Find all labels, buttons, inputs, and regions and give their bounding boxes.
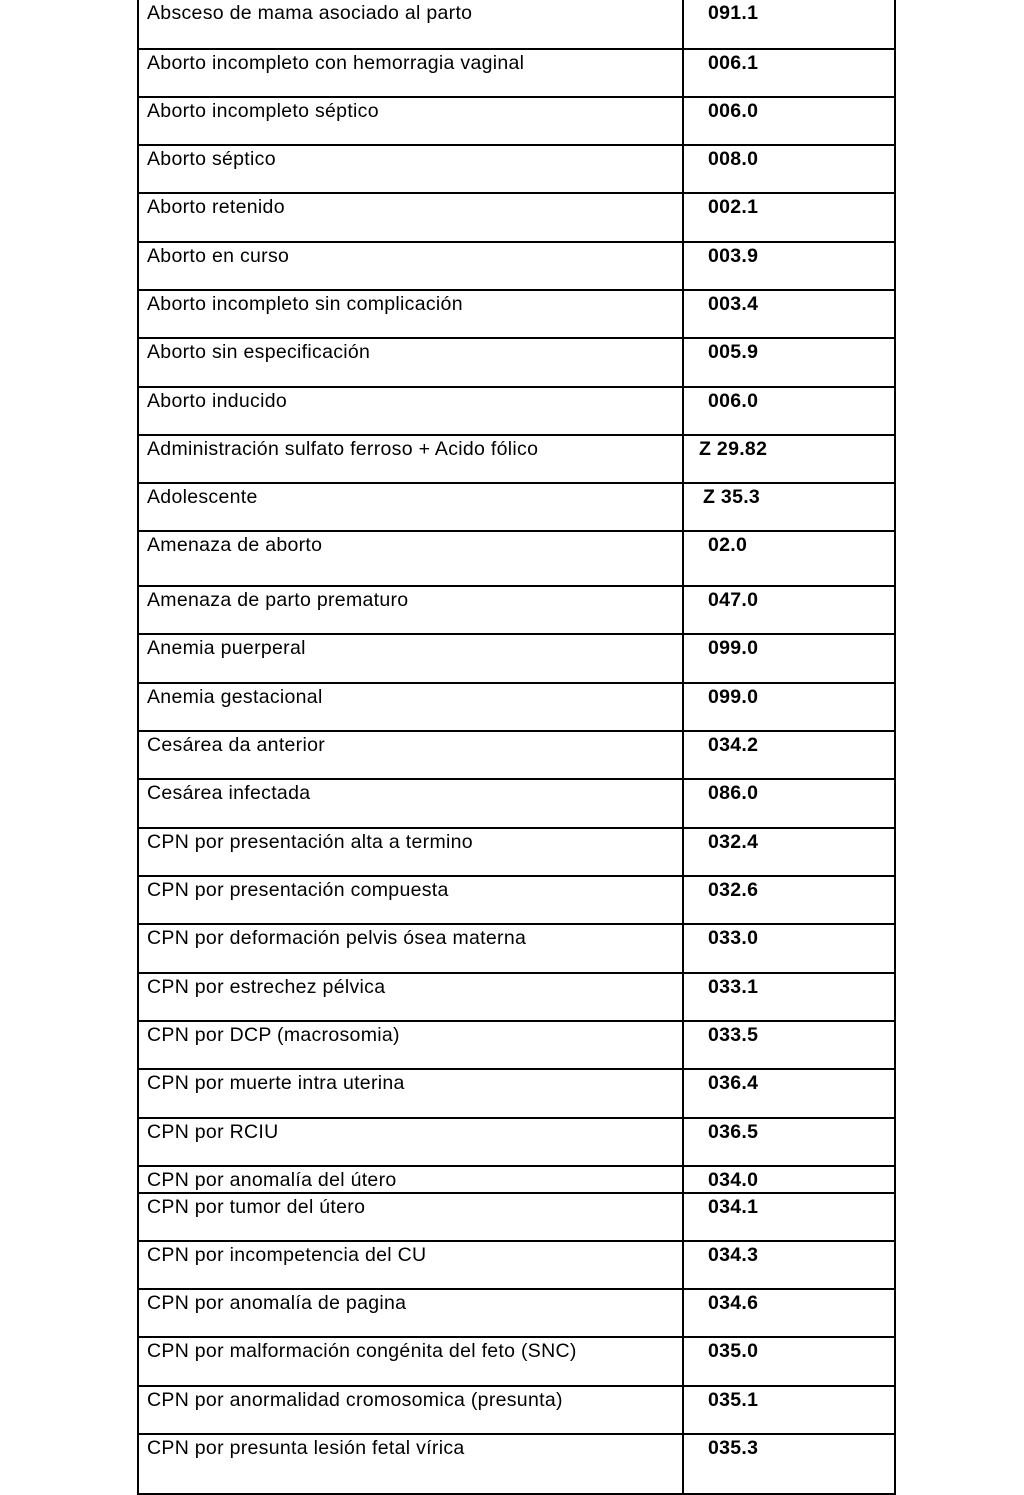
diagnosis-code: 034.3 bbox=[683, 1241, 895, 1289]
table-row bbox=[138, 483, 895, 531]
diagnosis-code: 034.6 bbox=[683, 1289, 895, 1337]
diagnosis-description: Cesárea da anterior bbox=[138, 731, 683, 779]
diagnosis-description: Aborto incompleto séptico bbox=[138, 97, 683, 145]
diagnosis-description: Aborto incompleto sin complicación bbox=[138, 290, 683, 338]
diagnosis-code: 032.6 bbox=[683, 876, 895, 924]
table-row bbox=[138, 242, 895, 290]
diagnosis-description: CPN por anomalía de pagina bbox=[138, 1289, 683, 1337]
table-row bbox=[138, 634, 895, 683]
table-body bbox=[138, 0, 895, 1494]
diagnosis-code: 033.0 bbox=[683, 924, 895, 973]
diagnosis-description: CPN por anormalidad cromosomica (presunta) bbox=[138, 1386, 683, 1434]
diagnosis-code: 006.0 bbox=[683, 97, 895, 145]
diagnosis-description: Anemia gestacional bbox=[138, 683, 683, 731]
table-row bbox=[138, 1386, 895, 1434]
table-row bbox=[138, 1193, 895, 1241]
table-row bbox=[138, 1069, 895, 1118]
diagnosis-description: CPN por deformación pelvis ósea materna bbox=[138, 924, 683, 973]
diagnosis-code: 003.9 bbox=[683, 242, 895, 290]
table-row bbox=[138, 1166, 895, 1193]
diagnosis-code: 034.2 bbox=[683, 731, 895, 779]
diagnosis-description: Aborto en curso bbox=[138, 242, 683, 290]
table-row bbox=[138, 387, 895, 435]
table-row bbox=[138, 1289, 895, 1337]
diagnosis-code: 099.0 bbox=[683, 634, 895, 683]
diagnosis-code: 008.0 bbox=[683, 145, 895, 193]
table-row bbox=[138, 876, 895, 924]
diagnosis-description: CPN por tumor del útero bbox=[138, 1193, 683, 1241]
diagnosis-code: 036.4 bbox=[683, 1069, 895, 1118]
diagnosis-code: 036.5 bbox=[683, 1118, 895, 1166]
diagnosis-code: 035.0 bbox=[683, 1337, 895, 1386]
table-row bbox=[138, 1337, 895, 1386]
diagnosis-description: CPN por muerte intra uterina bbox=[138, 1069, 683, 1118]
diagnosis-description: Cesárea infectada bbox=[138, 779, 683, 828]
diagnosis-description: Anemia puerperal bbox=[138, 634, 683, 683]
diagnosis-description: Adolescente bbox=[138, 483, 683, 531]
diagnosis-description: Administración sulfato ferroso + Acido fólico bbox=[138, 435, 683, 483]
table-row bbox=[138, 49, 895, 97]
table-row bbox=[138, 1241, 895, 1289]
diagnosis-description: CPN por RCIU bbox=[138, 1118, 683, 1166]
diagnosis-code: 047.0 bbox=[683, 586, 895, 634]
diagnosis-description: CPN por incompetencia del CU bbox=[138, 1241, 683, 1289]
diagnosis-code: 006.1 bbox=[683, 49, 895, 97]
diagnosis-description: CPN por presunta lesión fetal vírica bbox=[138, 1434, 683, 1494]
table-row bbox=[138, 973, 895, 1021]
diagnosis-code: 033.5 bbox=[683, 1021, 895, 1069]
diagnosis-code: 002.1 bbox=[683, 193, 895, 242]
diagnosis-description: Aborto retenido bbox=[138, 193, 683, 242]
table-row bbox=[138, 1118, 895, 1166]
diagnosis-code: 032.4 bbox=[683, 828, 895, 876]
diagnosis-code-table bbox=[137, 0, 896, 1495]
diagnosis-code: 033.1 bbox=[683, 973, 895, 1021]
diagnosis-description: CPN por anomalía del útero bbox=[138, 1166, 683, 1193]
diagnosis-code: 099.0 bbox=[683, 683, 895, 731]
table-row bbox=[138, 290, 895, 338]
diagnosis-description: Amenaza de aborto bbox=[138, 531, 683, 586]
diagnosis-code: 086.0 bbox=[683, 779, 895, 828]
table-row bbox=[138, 435, 895, 483]
diagnosis-code: 005.9 bbox=[683, 338, 895, 387]
diagnosis-code: 035.3 bbox=[683, 1434, 895, 1494]
table-row bbox=[138, 779, 895, 828]
diagnosis-description: Aborto séptico bbox=[138, 145, 683, 193]
diagnosis-code: 02.0 bbox=[683, 531, 895, 586]
table-row bbox=[138, 586, 895, 634]
table-row bbox=[138, 1434, 895, 1494]
diagnosis-description: Amenaza de parto prematuro bbox=[138, 586, 683, 634]
diagnosis-code: 034.0 bbox=[683, 1166, 895, 1193]
table-row bbox=[138, 924, 895, 973]
table-row bbox=[138, 1021, 895, 1069]
diagnosis-description: CPN por estrechez pélvica bbox=[138, 973, 683, 1021]
table-row bbox=[138, 683, 895, 731]
diagnosis-code: 035.1 bbox=[683, 1386, 895, 1434]
table-row bbox=[138, 338, 895, 387]
diagnosis-description: CPN por malformación congénita del feto (SNC) bbox=[138, 1337, 683, 1386]
diagnosis-description: CPN por presentación alta a termino bbox=[138, 828, 683, 876]
table-row bbox=[138, 828, 895, 876]
diagnosis-description: Aborto sin especificación bbox=[138, 338, 683, 387]
diagnosis-description: Absceso de mama asociado al parto bbox=[138, 0, 683, 49]
diagnosis-code: 091.1 bbox=[683, 0, 895, 49]
table-row bbox=[138, 731, 895, 779]
diagnosis-description: CPN por presentación compuesta bbox=[138, 876, 683, 924]
diagnosis-description: Aborto inducido bbox=[138, 387, 683, 435]
diagnosis-description: Aborto incompleto con hemorragia vaginal bbox=[138, 49, 683, 97]
diagnosis-code: 003.4 bbox=[683, 290, 895, 338]
diagnosis-code: 006.0 bbox=[683, 387, 895, 435]
diagnosis-description: CPN por DCP (macrosomia) bbox=[138, 1021, 683, 1069]
diagnosis-code: Z 29.82 bbox=[683, 435, 895, 483]
diagnosis-code: Z 35.3 bbox=[683, 483, 895, 531]
table-row bbox=[138, 97, 895, 145]
table-row bbox=[138, 193, 895, 242]
diagnosis-code: 034.1 bbox=[683, 1193, 895, 1241]
table-row bbox=[138, 145, 895, 193]
table-row bbox=[138, 0, 895, 49]
table-row bbox=[138, 531, 895, 586]
